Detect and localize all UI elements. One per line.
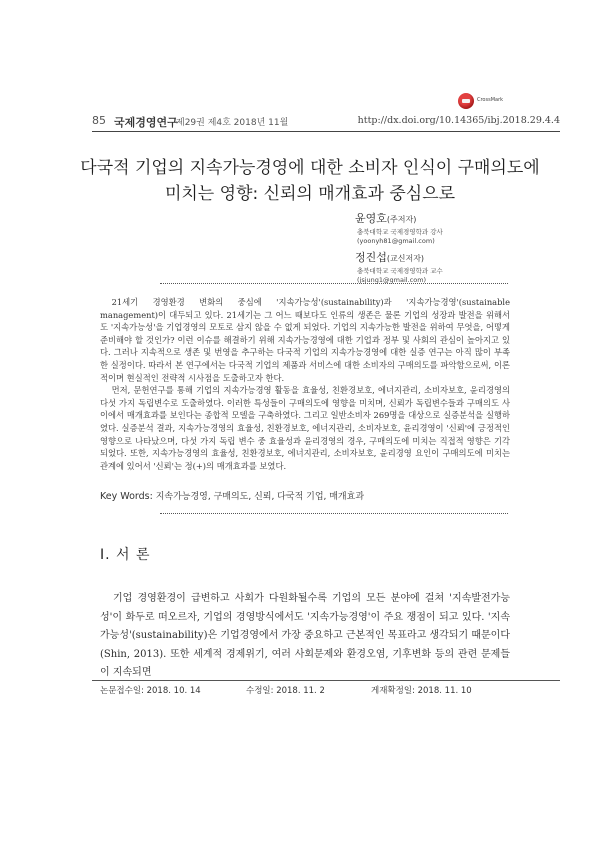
doi-link: http://dx.doi.org/10.14365/ibj.2018.29.4.4 xyxy=(357,115,560,126)
crossmark-icon xyxy=(458,93,474,109)
author-role: (주저자) xyxy=(386,215,417,224)
abstract-paragraph: 먼저, 문헌연구를 통해 기업의 지속가능경영 활동을 효율성, 친환경보호, 에너지관리, 소비자보호, 윤리경영의 다섯 가지 독립변수로 도출하였다. 이러한 특성들이 구매의도에 영향을 미치며, 신뢰가 독립변수들과 구매의도 사이에서 매개효과를 보인다는 종합적 모델을 구축하였다. 그리고 일반소비자 269명을 대상으로 실증분석을 실행하였다. 실증분석 결과, 지속가능경영의 효율성, 친환경보호, 에너지관리, 소비자보호, 윤리경영이 '신뢰'에 긍정적인 영향으로 나타났으며, 다섯 가지 독립 변수 중 효율성과 윤리경영의 경우, 구매의도에 미치는 직접적 영향은 기각되었다. 또한, 지속가능경영의 효율성, 친환경보호, 에너지관리, 소비자보호, 윤리경영 요인이 구매의도에 미치는 관계에 있어서 '신뢰'는 정(+)의 매개효과를 보였다. xyxy=(100,385,510,471)
author-role: (교신저자) xyxy=(386,254,425,263)
page-header xyxy=(92,113,560,129)
keywords-label: Key Words: xyxy=(100,491,153,502)
page-number: 85 xyxy=(92,114,106,127)
section-heading: Ⅰ. 서 론 xyxy=(100,547,151,563)
header-divider xyxy=(92,131,560,132)
abstract xyxy=(100,296,510,472)
author-name: 윤영호 xyxy=(355,212,387,225)
crossmark-badge xyxy=(456,92,506,110)
author-affiliation: 충북대학교 국제경영학과 강사 xyxy=(357,228,443,236)
abstract-bottom-divider xyxy=(160,513,508,514)
abstract-top-divider xyxy=(160,283,508,284)
received-date: 논문접수일: 2018. 10. 14 xyxy=(100,686,201,696)
author-email: (yoonyh81@gmail.com) xyxy=(357,237,435,245)
revised-date: 수정일: 2018. 11. 2 xyxy=(246,686,325,696)
volume-info: 제29권 제4호 2018년 11월 xyxy=(176,118,289,128)
author-corresponding xyxy=(355,250,443,285)
keywords xyxy=(100,489,364,502)
footer-divider xyxy=(92,680,560,681)
accepted-date: 게재확정일: 2018. 11. 10 xyxy=(371,686,472,696)
author-email: (jsjung1@gmail.com) xyxy=(357,276,427,284)
title-line-2: 미치는 영향: 신뢰의 매개효과 중심으로 xyxy=(164,184,456,204)
author-primary xyxy=(355,211,443,246)
crossmark-label: CrossMark xyxy=(477,97,504,103)
journal-name: 국제경영연구 xyxy=(114,116,178,129)
paper-title xyxy=(60,155,560,207)
keywords-terms: 지속가능경영, 구매의도, 신뢰, 다국적 기업, 매개효과 xyxy=(155,492,365,502)
author-name: 정진섭 xyxy=(355,251,387,264)
body-text xyxy=(100,590,510,683)
body-paragraph: 기업 경영환경이 급변하고 사회가 다원화될수록 기업의 모든 분야에 걸쳐 '지속발전가능성'이 화두로 떠오르자, 기업의 경영방식에서도 '지속가능경영'이 주요 쟁점이 되고 있다. '지속가능성'(sustainability)은 기업경영에서 가장 중요하고 근본적인 목표라고 생각되기 때문이다(Shin, 2013). 또한 세계적 경제위기, 여러 사회문제와 환경오염, 기후변화 등의 관련 문제들이 지속되면 xyxy=(100,593,510,678)
title-line-1: 다국적 기업의 지속가능경영에 대한 소비자 인식이 구매의도에 xyxy=(80,158,540,178)
abstract-paragraph: 21세기 경영환경 변화의 중심에 '지속가능성'(sustainability)과 '지속가능경영'(sustainable management)이 대두되고 있다. 21세기는 그 어느 때보다도 인류의 생존은 물론 기업의 성장과 발전을 위해서도 '지속가능성'을 기업경영의 모토로 삼지 않을 수 없게 되었다. 기업의 지속가능한 발전을 위하여 무엇을, 어떻게 준비해야 할 것인가? 이런 이슈를 해결하기 위해 지속가능경영에 대한 기업과 정부 및 사회의 관심이 높아지고 있다. 그러나 지속적으로 생존 및 번영을 추구하는 다국적 기업의 지속가능경영에 대한 실증 연구는 아직 많이 부족한 실정이다. 따라서 본 연구에서는 다국적 기업의 제품과 서비스에 대한 소비자의 구매의도를 파악함으로써, 이론적이며 현실적인 전략적 시사점을 도출하고자 한다. xyxy=(100,297,510,383)
author-affiliation: 충북대학교 국제경영학과 교수 xyxy=(357,267,443,275)
